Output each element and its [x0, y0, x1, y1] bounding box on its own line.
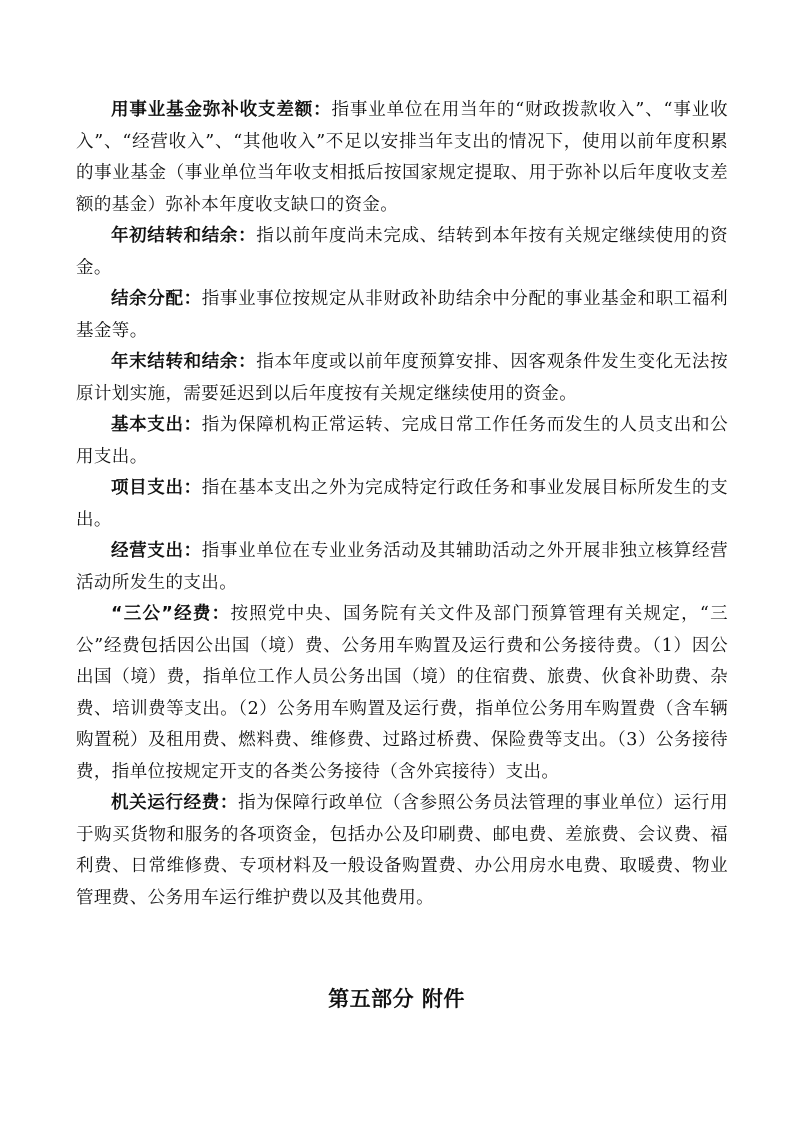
definition-text: 指事业单位在用当年的“财政拨款收入”、“事业收入”、“经营收入”、“其他收入”不足以安排当年支出的情况下，使用以前年度积累的事业基金（事业单位当年收支相抵后按国家规定提取、用于弥补以后年度收支差额的基金）弥补本年度收支缺口的资金。 [76, 100, 728, 215]
definition-term: 年末结转和结余： [111, 352, 257, 372]
definition-term: 机关运行经费： [111, 793, 239, 813]
definition-text: 指为保障机构正常运转、完成日常工作任务而发生的人员支出和公用支出。 [76, 415, 728, 467]
section-title: 第五部分 附件 [328, 987, 465, 1011]
definition-text: 指以前年度尚未完成、结转到本年按有关规定继续使用的资金。 [76, 226, 728, 278]
definition-term: 项目支出： [111, 478, 202, 498]
definition-paragraph [76, 599, 728, 788]
definition-paragraph [76, 788, 728, 914]
definition-paragraph [76, 95, 728, 221]
definition-term: 基本支出： [111, 415, 202, 435]
definition-text: 指事业单位在专业业务活动及其辅助活动之外开展非独立核算经营活动所发生的支出。 [76, 541, 728, 593]
definition-text: 指事业事位按规定从非财政补助结余中分配的事业基金和职工福利基金等。 [76, 289, 728, 341]
definition-paragraph [76, 221, 728, 284]
definition-text: 按照党中央、国务院有关文件及部门预算管理有关规定，“三公”经费包括因公出国（境）费、公务用车购置及运行费和公务接待费。（1）因公出国（境）费，指单位工作人员公务出国（境）的住宿费、旅费、伙食补助费、杂费、培训费等支出。（2）公务用车购置及运行费，指单位公务用车购置费（含车辆购置税）及租用费、燃料费、维修费、过路过桥费、保险费等支出。（3）公务接待费，指单位按规定开支的各类公务接待（含外宾接待）支出。 [76, 604, 728, 782]
definition-paragraph [76, 347, 728, 410]
definition-paragraph [76, 410, 728, 473]
definition-text: 指在基本支出之外为完成特定行政任务和事业发展目标所发生的支出。 [76, 478, 728, 530]
definition-term: 结余分配： [111, 289, 202, 309]
definition-text: 指本年度或以前年度预算安排、因客观条件发生变化无法按原计划实施，需要延迟到以后年度按有关规定继续使用的资金。 [76, 352, 728, 404]
definition-paragraph [76, 284, 728, 347]
definition-term: 年初结转和结余： [111, 226, 257, 246]
definition-term: 经营支出： [111, 541, 202, 561]
definition-text: 指为保障行政单位（含参照公务员法管理的事业单位）运行用于购买货物和服务的各项资金，包括办公及印刷费、邮电费、差旅费、会议费、福利费、日常维修费、专项材料及一般设备购置费、办公用房水电费、取暖费、物业管理费、公务用车运行维护费以及其他费用。 [76, 793, 728, 908]
definition-paragraph [76, 536, 728, 599]
definition-term: 用事业基金弥补收支差额： [111, 100, 332, 120]
document-body [76, 95, 728, 914]
definition-paragraph [76, 473, 728, 536]
definition-term: “三公”经费： [111, 604, 231, 624]
